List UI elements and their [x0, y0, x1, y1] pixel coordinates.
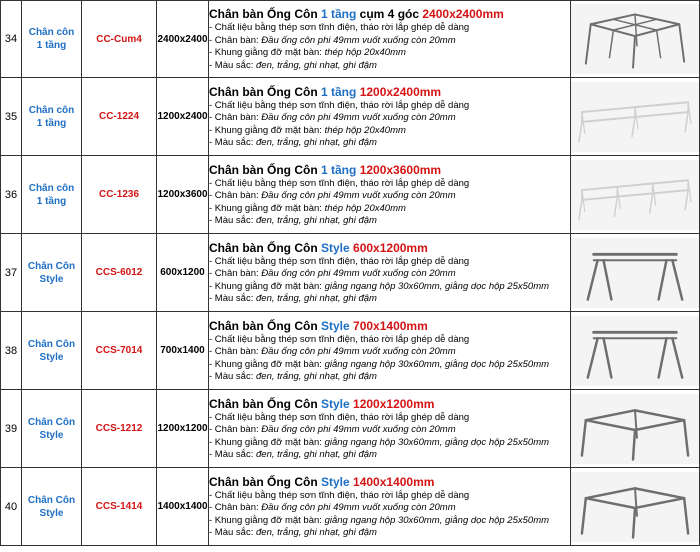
category-cell: Chân côn 1 tầng: [22, 156, 82, 234]
image-cell: [571, 1, 700, 78]
description-cell: [209, 468, 571, 546]
leg-line: - Chân bàn: Đầu ống côn phi 49mm vuốt xuống còn 20mm: [209, 502, 456, 513]
table-row: [1, 234, 700, 312]
material-line: - Chất liệu bằng thép sơn tĩnh điện, tháo rời lắp ghép dễ dàng: [209, 489, 470, 501]
double-desk-frame-white-image: [571, 82, 699, 152]
product-title: Chân bàn Ống Côn Style 700x1400mm: [209, 318, 428, 333]
color-line: - Màu sắc: đen, trắng, ghi nhạt, ghi đậm: [209, 449, 377, 460]
square-table-frame-image: [571, 394, 699, 464]
leg-line: - Chân bàn: Đầu ống côn phi 49mm vuốt xuống còn 20mm: [209, 34, 456, 46]
product-code: CCS-1212: [82, 390, 157, 468]
category-cell: Chân côn 1 tầng: [22, 78, 82, 156]
size-cell: 600x1200: [157, 234, 209, 312]
size-cell: 1200x1200: [157, 390, 209, 468]
product-code: CCS-1414: [82, 468, 157, 546]
image-cell: [571, 390, 700, 468]
single-desk-frame-wide-image: [571, 316, 699, 386]
product-code: CC-1224: [82, 78, 157, 156]
row-number: 36: [1, 156, 22, 234]
material-line: - Chất liệu bằng thép sơn tĩnh điện, tháo rời lắp ghép dễ dàng: [209, 177, 470, 189]
product-title: Chân bàn Ống Côn Style 600x1200mm: [209, 240, 428, 255]
category-cell: Chân Côn Style: [22, 390, 82, 468]
size-cell: 700x1400: [157, 312, 209, 390]
category-cell: Chân côn 1 tầng: [22, 1, 82, 78]
frame-line: - Khung giằng đỡ mặt bàn: giằng ngang hộp 30x60mm, giằng dọc hộp 25x50mm: [209, 514, 550, 526]
product-title: Chân bàn Ống Côn 1 tầng cụm 4 góc 2400x2400mm: [209, 7, 504, 21]
image-cell: [571, 78, 700, 156]
size-cell: 1200x3600: [157, 156, 209, 234]
leg-line: - Chân bàn: Đầu ống côn phi 49mm vuốt xuống còn 20mm: [209, 268, 456, 279]
size-cell: 1400x1400: [157, 468, 209, 546]
material-line: - Chất liệu bằng thép sơn tĩnh điện, tháo rời lắp ghép dễ dàng: [209, 333, 470, 345]
color-line: - Màu sắc: đen, trắng, ghi nhạt, ghi đậm: [209, 293, 377, 304]
frame-line: - Khung giằng đỡ mặt bàn: giằng ngang hộp 30x60mm, giằng dọc hộp 25x50mm: [209, 358, 550, 370]
row-number: 34: [1, 1, 22, 78]
leg-line: - Chân bàn: Đầu ống côn phi 49mm vuốt xuống còn 20mm: [209, 112, 456, 123]
size-cell: 1200x2400: [157, 78, 209, 156]
description-cell: [209, 390, 571, 468]
frame-line: - Khung giằng đỡ mặt bàn: thép hộp 20x40mm: [209, 124, 406, 136]
material-line: - Chất liệu bằng thép sơn tĩnh điện, tháo rời lắp ghép dễ dàng: [209, 255, 470, 267]
color-line: - Màu sắc: đen, trắng, ghi nhạt, ghi đậm: [209, 215, 377, 226]
color-line: - Màu sắc: đen, trắng, ghi nhạt, ghi đậm: [209, 137, 377, 148]
frame-line: - Khung giằng đỡ mặt bàn: giằng ngang hộp 30x60mm, giằng dọc hộp 25x50mm: [209, 280, 550, 292]
product-code: CCS-7014: [82, 312, 157, 390]
category-cell: Chân Côn Style: [22, 312, 82, 390]
product-code: CC-1236: [82, 156, 157, 234]
product-title: Chân bàn Ống Côn 1 tầng 1200x2400mm: [209, 84, 442, 99]
frame-line: - Khung giằng đỡ mặt bàn: thép hộp 20x40mm: [209, 47, 406, 58]
image-cell: [571, 468, 700, 546]
table-row: [1, 78, 700, 156]
row-number: 35: [1, 78, 22, 156]
row-number: 39: [1, 390, 22, 468]
cluster-4-desk-frame-image: [571, 4, 699, 74]
material-line: - Chất liệu bằng thép sơn tĩnh điện, tháo rời lắp ghép dễ dàng: [209, 411, 470, 423]
single-desk-frame-image: [571, 238, 699, 308]
table-row: [1, 468, 700, 546]
product-code: CCS-6012: [82, 234, 157, 312]
image-cell: [571, 234, 700, 312]
leg-line: - Chân bàn: Đầu ống côn phi 49mm vuốt xuống còn 20mm: [209, 346, 456, 357]
color-line: - Màu sắc: đen, trắng, ghi nhạt, ghi đậm: [209, 371, 377, 382]
leg-line: - Chân bàn: Đầu ống côn phi 49mm vuốt xuống còn 20mm: [209, 424, 456, 435]
description-cell: [209, 78, 571, 156]
row-number: 38: [1, 312, 22, 390]
material-line: - Chất liệu bằng thép sơn tĩnh điện, tháo rời lắp ghép dễ dàng: [209, 99, 470, 111]
frame-line: - Khung giằng đỡ mặt bàn: giằng ngang hộp 30x60mm, giằng dọc hộp 25x50mm: [209, 436, 550, 448]
product-title: Chân bàn Ống Côn 1 tầng 1200x3600mm: [209, 162, 442, 177]
triple-desk-frame-white-image: [571, 160, 699, 230]
category-cell: Chân Côn Style: [22, 234, 82, 312]
category-cell: Chân Côn Style: [22, 468, 82, 546]
product-code: CC-Cum4: [82, 1, 157, 78]
table-row: [1, 1, 700, 78]
product-title: Chân bàn Ống Côn Style 1200x1200mm: [209, 396, 435, 411]
description-cell: [209, 156, 571, 234]
square-table-frame-large-image: [571, 472, 699, 542]
description-cell: [209, 234, 571, 312]
row-number: 40: [1, 468, 22, 546]
frame-line: - Khung giằng đỡ mặt bàn: thép hộp 20x40mm: [209, 202, 406, 214]
table-row: [1, 312, 700, 390]
table-row: [1, 156, 700, 234]
description-cell: [209, 1, 571, 78]
description-cell: [209, 312, 571, 390]
table-row: [1, 390, 700, 468]
row-number: 37: [1, 234, 22, 312]
leg-line: - Chân bàn: Đầu ống côn phi 49mm vuốt xuống còn 20mm: [209, 190, 456, 201]
image-cell: [571, 156, 700, 234]
material-line: - Chất liệu bằng thép sơn tĩnh điện, tháo rời lắp ghép dễ dàng: [209, 22, 470, 33]
color-line: - Màu sắc: đen, trắng, ghi nhạt, ghi đậm: [209, 527, 377, 538]
product-title: Chân bàn Ống Côn Style 1400x1400mm: [209, 474, 435, 489]
size-cell: 2400x2400: [157, 1, 209, 78]
color-line: - Màu sắc: đen, trắng, ghi nhạt, ghi đậm: [209, 59, 377, 71]
image-cell: [571, 312, 700, 390]
